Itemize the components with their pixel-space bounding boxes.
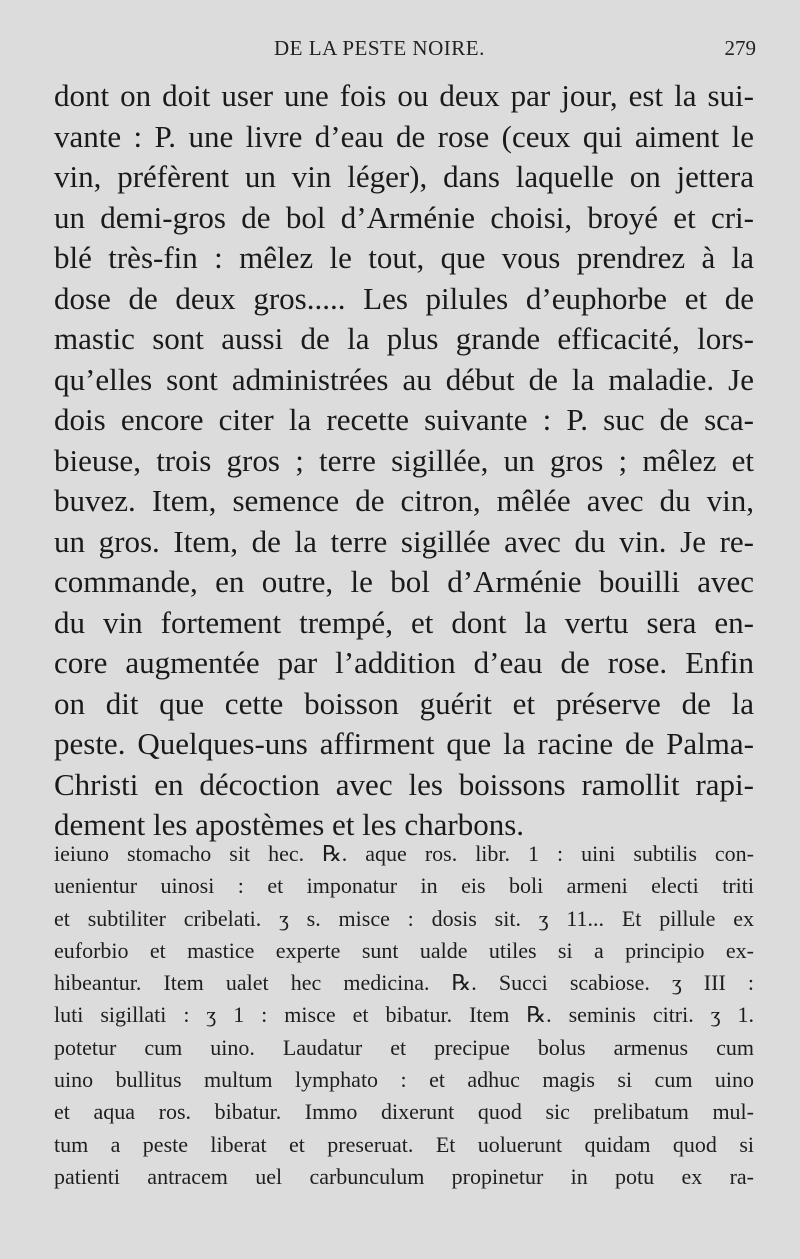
page-number: 279 bbox=[724, 36, 756, 60]
french-line: buvez. Item, semence de citron, mêlée avec du vin, bbox=[54, 483, 754, 518]
latin-line: et aqua ros. bibatur. Immo dixerunt quod sic prelibatum mul- bbox=[54, 1099, 754, 1125]
french-line: core augmentée par l’addition d’eau de rose. Enfin bbox=[54, 645, 754, 680]
french-line: blé très-fin : mêlez le tout, que vous prendrez à la bbox=[54, 240, 754, 275]
latin-line: patienti antracem uel carbunculum propinetur in potu ex ra- bbox=[54, 1163, 754, 1189]
french-line: on dit que cette boisson guérit et préserve de la bbox=[54, 685, 754, 721]
french-line: vante : P. une livre d’eau de rose (ceux qui aiment le bbox=[54, 118, 754, 154]
french-line: dont on doit user une fois ou deux par jour, est la sui- bbox=[54, 78, 754, 113]
latin-line: ieiuno stomacho sit hec. ℞. aque ros. libr. 1 : uini subtilis con- bbox=[54, 841, 754, 866]
french-line: qu’elles sont administrées au début de la maladie. Je bbox=[54, 361, 754, 397]
french-line: vin, préfèrent un vin léger), dans laquelle on jettera bbox=[54, 159, 754, 194]
latin-source-text bbox=[54, 838, 754, 1193]
french-line: un gros. Item, de la terre sigillée avec du vin. Je re- bbox=[54, 523, 754, 559]
latin-line: et subtiliter cribelati. ʒ s. misce : dosis sit. ʒ 11... Et pillule ex bbox=[54, 905, 754, 931]
french-line: peste. Quelques-uns affirment que la racine de Palma- bbox=[54, 726, 754, 761]
running-header bbox=[58, 36, 758, 66]
french-line: du vin fortement trempé, et dont la vertu sera en- bbox=[54, 604, 754, 640]
latin-line: tum a peste liberat et preseruat. Et uoluerunt quidam quod si bbox=[54, 1131, 754, 1157]
latin-line: hibeantur. Item ualet hec medicina. ℞. Succi scabiose. ʒ III : bbox=[54, 970, 754, 996]
latin-line: euforbio et mastice experte sunt ualde utiles si a principio ex- bbox=[54, 937, 754, 963]
french-line: Christi en décoction avec les boissons ramollit rapi- bbox=[54, 766, 754, 802]
french-line: commande, en outre, le bol d’Arménie bouilli avec bbox=[54, 564, 754, 599]
french-line: dois encore citer la recette suivante : P. suc de sca- bbox=[54, 402, 754, 437]
header-title: DE LA PESTE NOIRE. bbox=[274, 36, 485, 60]
latin-line: potetur cum uino. Laudatur et precipue bolus armenus cum bbox=[54, 1034, 754, 1060]
latin-line: luti sigillati : ʒ 1 : misce et bibatur. Item ℞. seminis citri. ʒ 1. bbox=[54, 1002, 754, 1028]
french-line-last: dement les apostèmes et les charbons. bbox=[54, 807, 525, 842]
french-line: mastic sont aussi de la plus grande efficacité, lors- bbox=[54, 321, 754, 356]
french-line: dose de deux gros..... Les pilules d’euphorbe et de bbox=[54, 280, 754, 316]
latin-line: uino bullitus multum lymphato : et adhuc magis si cum uino bbox=[54, 1067, 754, 1093]
french-line: un demi-gros de bol d’Arménie choisi, broyé et cri- bbox=[54, 199, 754, 235]
french-translation-text bbox=[54, 76, 754, 846]
latin-line: uenientur uinosi : et imponatur in eis boli armeni electi triti bbox=[54, 873, 754, 899]
french-line: bieuse, trois gros ; terre sigillée, un gros ; mêlez et bbox=[54, 442, 754, 478]
